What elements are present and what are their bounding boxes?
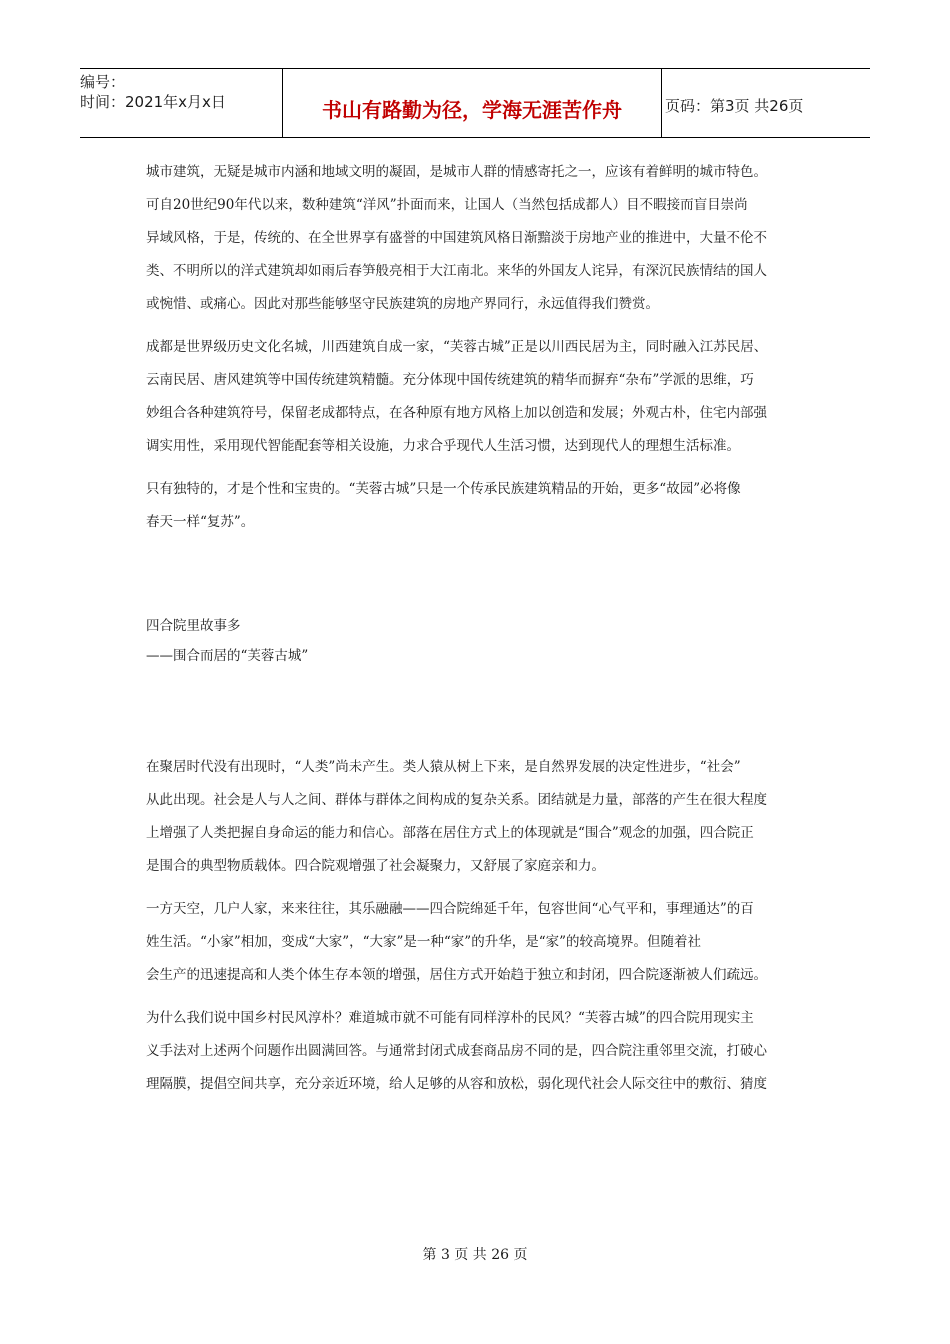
text-line: 义手法对上述两个问题作出圆满回答。与通常封闭式成套商品房不同的是，四合院注重邻里交流，打破心 bbox=[146, 1043, 767, 1059]
header-motto-cell bbox=[282, 69, 662, 137]
paragraph bbox=[146, 156, 806, 321]
header-page-code: 页码：第3页 共26页 bbox=[665, 97, 804, 115]
article-heading bbox=[146, 611, 806, 671]
text-line: 理隔膜，提倡空间共享，充分亲近环境，给人足够的从容和放松，弱化现代社会人际交往中的敷衍、猜度 bbox=[146, 1076, 767, 1092]
document-body bbox=[146, 156, 806, 1101]
text-line: 成都是世界级历史文化名城，川西建筑自成一家，“芙蓉古城”正是以川西民居为主，同时融入江苏民居、 bbox=[146, 339, 768, 355]
text-line: 或惋惜、或痛心。因此对那些能够坚守民族建筑的房地产界同行，永远值得我们赞赏。 bbox=[146, 296, 659, 312]
text-line: 妙组合各种建筑符号，保留老成都特点，在各种原有地方风格上加以创造和发展；外观古朴，住宅内部强 bbox=[146, 405, 767, 421]
article-title: 四合院里故事多 bbox=[146, 618, 241, 634]
text-line: 姓生活。“小家”相加，变成“大家”，“大家”是一种“家”的升华，是“家”的较高境界。但随着社 bbox=[146, 934, 702, 950]
paragraph bbox=[146, 331, 806, 463]
page-footer bbox=[0, 1244, 950, 1264]
text-line: 可自20世纪90年代以来，数种建筑“洋风”扑面而来，让国人（当然包括成都人）目不暇接而盲目崇尚 bbox=[146, 197, 748, 213]
text-line: 调实用性，采用现代智能配套等相关设施，力求合乎现代人生活习惯，达到现代人的理想生活标准。 bbox=[146, 438, 740, 454]
text-line: 只有独特的，才是个性和宝贵的。“芙蓉古城”只是一个传承民族建筑精品的开始，更多“故园”必将像 bbox=[146, 481, 741, 497]
header-meta bbox=[80, 69, 282, 137]
page-header bbox=[80, 68, 870, 138]
text-line: 云南民居、唐风建筑等中国传统建筑精髓。充分体现中国传统建筑的精华而摒弃“杂布”学派的思维，巧 bbox=[146, 372, 754, 388]
paragraph bbox=[146, 473, 806, 539]
text-line: 从此出现。社会是人与人之间、群体与群体之间构成的复杂关系。团结就是力量，部落的产生在很大程度 bbox=[146, 792, 767, 808]
text-line: 异域风格，于是，传统的、在全世界享有盛誉的中国建筑风格日渐黯淡于房地产业的推进中，大量不伦不 bbox=[146, 230, 767, 246]
text-line: 一方天空，几户人家，来来往往，其乐融融——四合院绵延千年，包容世间“心气平和，事理通达”的百 bbox=[146, 901, 754, 917]
text-line: 城市建筑，无疑是城市内涵和地域文明的凝固，是城市人群的情感寄托之一，应该有着鲜明的城市特色。 bbox=[146, 164, 767, 180]
text-line: 类、不明所以的洋式建筑却如雨后春笋般亮相于大江南北。来华的外国友人诧异，有深沉民族情结的国人 bbox=[146, 263, 767, 279]
document-number-label: 编号： bbox=[80, 73, 126, 91]
text-line: 是围合的典型物质载体。四合院观增强了社会凝聚力，又舒展了家庭亲和力。 bbox=[146, 858, 605, 874]
article-subtitle: ——围合而居的“芙蓉古城” bbox=[146, 648, 309, 664]
text-line: 在聚居时代没有出现时，“人类”尚未产生。类人猿从树上下来，是自然界发展的决定性进步，“社会” bbox=[146, 759, 741, 775]
header-motto: 书山有路勤为径，学海无涯苦作舟 bbox=[322, 98, 622, 122]
document-time-label: 时间：2021年x月x日 bbox=[80, 93, 226, 111]
text-line: 会生产的迅速提高和人类个体生存本领的增强，居住方式开始趋于独立和封闭，四合院逐渐被人们疏远。 bbox=[146, 967, 767, 983]
text-line: 为什么我们说中国乡村民风淳朴？难道城市就不可能有同样淳朴的民风？“芙蓉古城”的四合院用现实主 bbox=[146, 1010, 754, 1026]
footer-page-number: 第 3 页 共 26 页 bbox=[422, 1247, 528, 1263]
paragraph bbox=[146, 1002, 806, 1101]
text-line: 上增强了人类把握自身命运的能力和信心。部落在居住方式上的体现就是“围合”观念的加强，四合院正 bbox=[146, 825, 754, 841]
paragraph bbox=[146, 751, 806, 883]
paragraph bbox=[146, 893, 806, 992]
header-page-cell bbox=[661, 69, 870, 137]
text-line: 春天一样“复苏”。 bbox=[146, 514, 255, 530]
